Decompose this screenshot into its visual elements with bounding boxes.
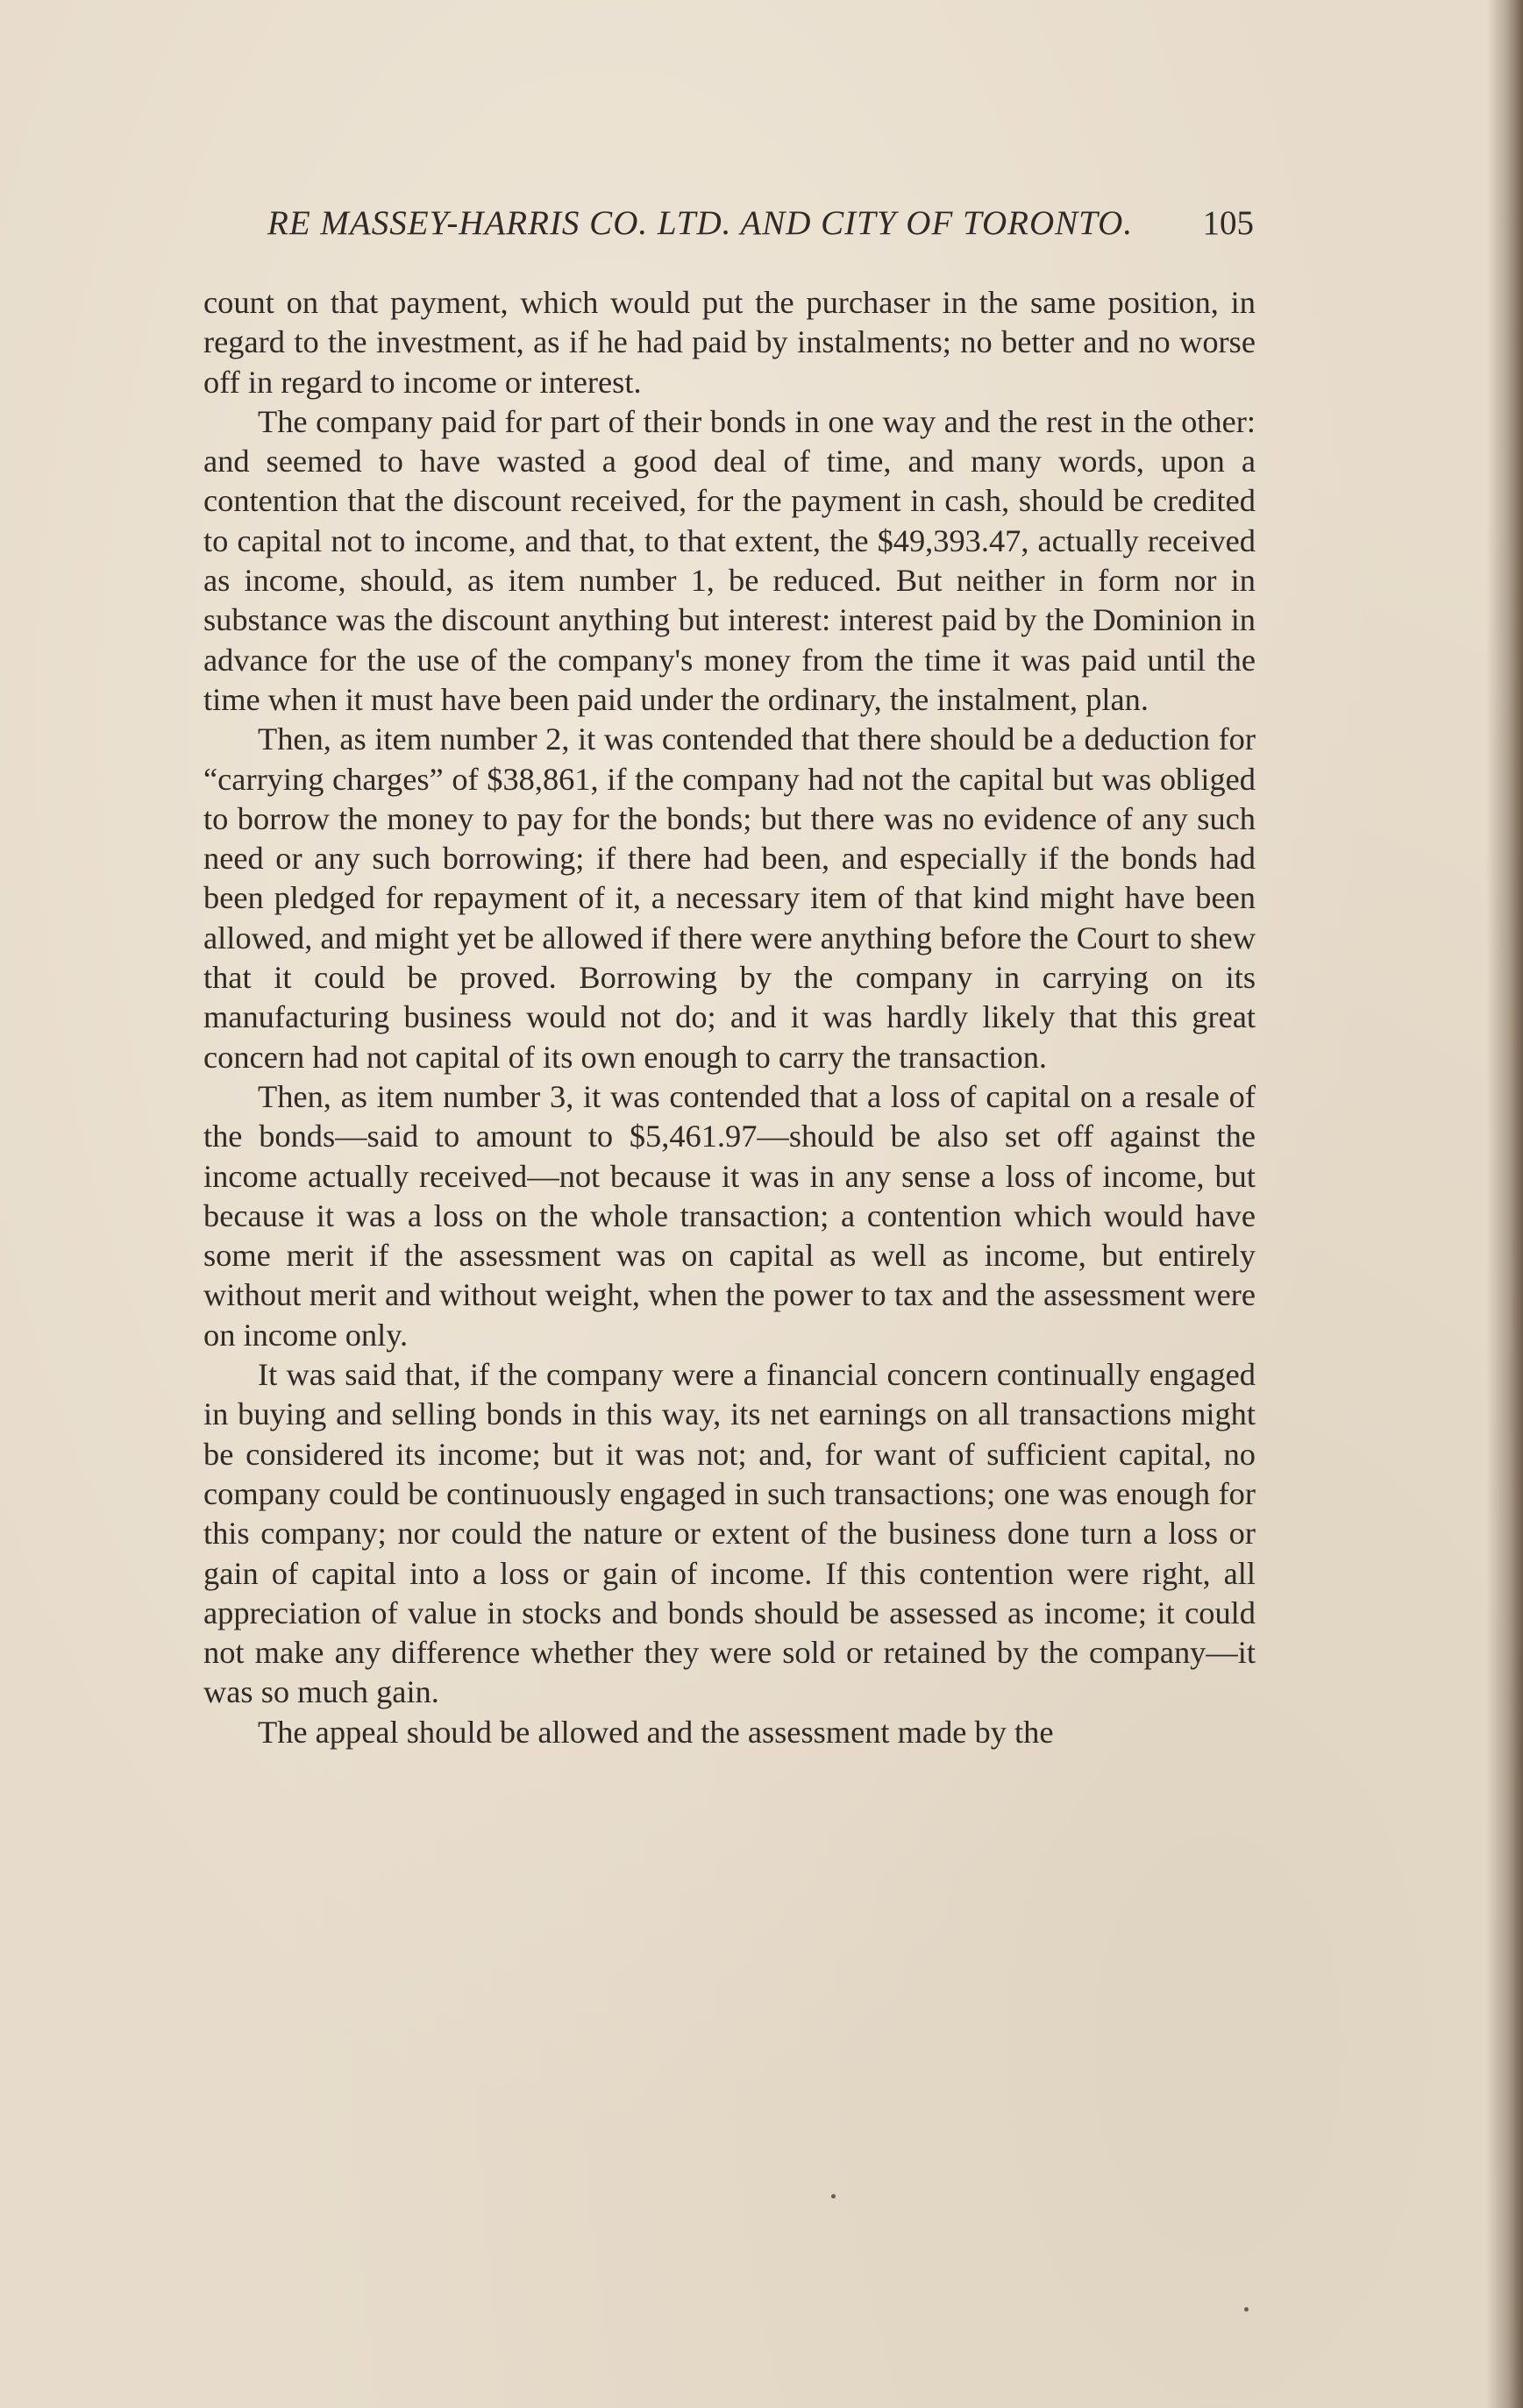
paragraph: It was said that, if the company were a financial concern continually engaged in buying and selling bonds in this way, its net earnings on all transactions might be considered its income; but it was not; and, for want of sufficient capital, no company could be continuously engaged in such transactions; one was enough for this company; nor could the nature or extent of the business done turn a loss or gain of capital into a loss or gain of income. If this contention were right, all appreciation of value in stocks and bonds should be assessed as income; it could not make any difference whether they were sold or retained by the company—it was so much gain. bbox=[203, 1357, 1256, 1710]
paragraph: The company paid for part of their bonds in one way and the rest in the other: and seemed to have wasted a good deal of time, and many words, upon a contention that the discount received, for the payment in cash, should be credited to capital not to income, and that, to that extent, the $49,393.47, actually received as income, should, as item number 1, be reduced. But neither in form nor in substance was the discount anything but interest: interest paid by the Dominion in advance for the use of the company's money from the time it was paid until the time when it must have been paid under the ordinary, the instalment, plan. bbox=[203, 403, 1256, 717]
paragraph: Then, as item number 2, it was contended that there should be a deduction for “carrying charges” of $38,861, if the company had not the capital but was obliged to borrow the money to pay for the bonds; but there was no evidence of any such need or any such borrowing; if there had been, and especially if the bonds had been pledged for repayment of it, a necessary item of that kind might have been allowed, and might yet be allowed if there were anything before the Court to shew that it could be proved. Borrowing by the company in carrying on its manufacturing business would not do; and it was hardly likely that this great concern had not capital of its own enough to carry the transaction. bbox=[203, 721, 1256, 1075]
paragraph: count on that payment, which would put the purchaser in the same position, in regard to the investment, as if he had paid by instalments; no better and no worse off in regard to income or interest. bbox=[203, 285, 1256, 400]
page-header bbox=[267, 203, 1254, 256]
page-edge-shadow bbox=[1486, 0, 1523, 2408]
paper-speck bbox=[831, 2194, 836, 2198]
body-text bbox=[203, 283, 1256, 1752]
running-head: RE MASSEY-HARRIS CO. LTD. AND CITY OF TORONTO. bbox=[267, 204, 1134, 242]
paragraph: The appeal should be allowed and the assessment made by the bbox=[258, 1714, 1054, 1750]
page-number: 105 bbox=[1202, 204, 1254, 242]
paper-speck bbox=[1244, 2307, 1249, 2312]
paragraph: Then, as item number 3, it was contended that a loss of capital on a resale of the bonds—said to amount to $5,461.97—should be also set off against the income actually received—not because it was in any sense a loss of income, but because it was a loss on the whole transaction; a contention which would have some merit if the assessment was on capital as well as income, but entirely without merit and without weight, when the power to tax and the assessment were on income only. bbox=[203, 1078, 1256, 1353]
